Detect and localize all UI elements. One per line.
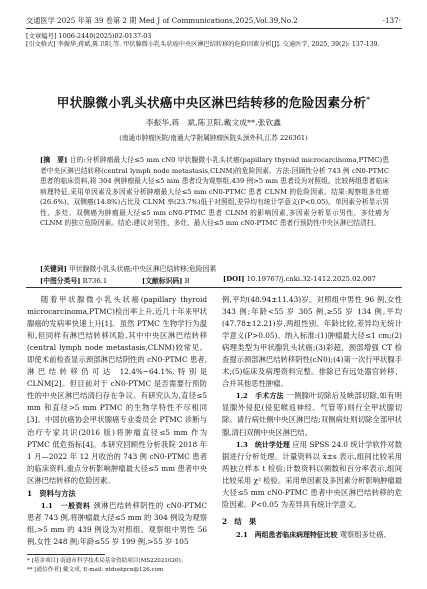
header-rule	[26, 28, 402, 29]
section-clinicopathologic-comparison	[222, 529, 402, 541]
keywords-label: [关键词]	[40, 265, 67, 273]
general-data-continued: 例,平均(48.94±11.43)岁。对照组中男性 96 例,女性 343 例;年龄<55 岁 305 例,≥55 岁 134 例,平均(47.78±12.21)岁,两组性别、年龄比较,差异均无统计学意义(P>0.05)。纳入标准:(1)肿瘤最大径≤1 cm;(2)病理类型为甲状腺乳头状癌;(3)彩超、颈部增强 CT 检查提示颈部淋巴结转移阴性(cN0);(4)第一次行甲状腺手术;(5)临床及病理资料完整。排除已有远处器官转移、合并其他恶性肿瘤。	[222, 295, 402, 389]
clc-number	[40, 275, 107, 285]
section-heading-results: 2 结 果	[222, 516, 257, 526]
section-surgical-method-text: 一侧腺叶切除后及峡部切除,如有明显腺外侵犯(侵犯喉返神经、气管等)则行全甲状腺切除。请行病灶侧中央区淋巴结;双侧病灶则切除全部甲状腺,清扫双侧中央区淋巴结。	[222, 391, 402, 437]
section-comparison-title: 2.1 两组患者临床病理特征比较	[235, 530, 338, 539]
citation-format: [引文格式] 李振华,蒋斌,陈卫阳,等. 甲状腺微小乳头状癌中央区淋巴结转移的危险因素分析[J]. 交通医学, 2025, 39(2): 137-139.	[26, 41, 380, 48]
clc-label: [中图分类号]	[40, 277, 81, 285]
article-number: [文章编号] 1006-2440(2025)02-0137-03	[26, 32, 152, 40]
section-surgical-method	[222, 390, 402, 438]
section-statistics	[222, 439, 402, 511]
doi-label: [DOI]	[223, 275, 245, 283]
title-footnote-mark: *	[366, 94, 371, 104]
section-statistics-text: 应用 SPSS 24.0 统计学软件对数据进行分析处理。计量资料以 x̄±s 表示,组间比较采用两独立样本 t 检验;计数资料以频数和百分率表示,组间比较采用 χ² 检验。采用单因素及多因素分析影响肿瘤最大径≤5 mm cN0-PTMC 患者中央区淋巴结转移的危险因素。P<0.05 为差异具有统计学意义。	[222, 439, 402, 509]
page-number: ·137·	[382, 16, 401, 25]
doi-value: 10.19767/j.cnki.32-1412.2025.02.007	[246, 275, 376, 283]
author-list: 李振华,蒋 斌,陈卫阳,戴文成**,张钦鑫	[145, 118, 282, 127]
left-column	[27, 294, 207, 548]
section-general-data-title: 1.1 一般资料	[40, 501, 91, 510]
footnote-contact: ** [通信作者] 戴文成, E-mail: ntdostpcn@126.com	[27, 567, 164, 573]
footnote-funding: * [基金项目] 南通市科学技术局基金资助项目(MS22021020)。	[27, 558, 187, 564]
abstract-text: 目的:分析肿瘤最大径≤5 mm cN0 甲状腺微小乳头状癌(papillary thyroid microcarcinoma,PTMC)患者中央区淋巴结转移(central lymph node metastasis,CLNM)的危险因素。方法:回顾性分析 743 例 cN0-PTMC 患者的临床资料,将 304 例肿瘤最大径≤5 mm 患者设为观察组,439 例>5 mm 患者设为对照组。比较两组患者临床病理特征,采用单因素及多因素分析肿瘤最大径≤5 mm cN0-PTMC 患者 CLNM 的危险因素。结果:观察组多灶癌(26.6%)、双侧癌(14.8%)占比及 CLNM 率(23.7%)低于对照组,差异均有统计学意义(P<0.05)。单因素分析显示男性、多灶、双侧癌为肿瘤最大径≤5 mm cN0-PTMC 患者 CLNM 的影响因素,多因素分析显示男性、多灶癌为 CLNM 的独立危险因素。结论:建议对男性、多灶、最大径≤5 mm cN0-PTMC 患者行预防性中央区淋巴结清扫。	[40, 156, 390, 228]
article-title	[0, 92, 427, 111]
document-code-value: B	[184, 277, 190, 285]
document-code	[142, 275, 190, 285]
journal-header: 交通医学 2025 年第 39 卷第 2 期 Med J of Communications,2025,Vol.39,No.2	[26, 16, 298, 25]
section-heading-methods: 1 资料与方法	[27, 488, 76, 498]
introduction-paragraph: 随着甲状腺微小乳头状癌(papillary thyroid microcarcinoma,PTMC)检出率上升,近几十年来甲状腺癌的发病率快速上升[1]。虽然 PTMC 生物学行为温和,但同样有淋巴结转移风险,其中中央区淋巴结转移(central lymph node metastasis,CLNM)较常见。即使术前检查显示颈部淋巴结阴性的 cN0-PTMC 患者,淋巴结转移仍可达 12.4%~64.1%,特别是 CLNM[2]。但目前对于 cN0-PTMC 是否需要行预防性的中央区淋巴结清扫存在争议。有研究认为,直径≤5 mm 和直径>5 mm PTMC 的生物学特性不尽相同[3]。中国抗癌协会甲状腺癌专业委员会 PTMC 诊断与治疗专家共识(2016 版)将肿瘤直径≤5 mm 作为 PTMC 低危指标[4]。本研究回顾性分析我院 2018 年 1 月—2022 年 12 月收治的 743 例 cN0-PTMC 患者的临床资料,重点分析影响肿瘤最大径≤5 mm 患者中央区淋巴结转移的危险因素。	[27, 295, 207, 485]
title-text: 甲状腺微小乳头状癌中央区淋巴结转移的危险因素分析	[56, 95, 367, 110]
document-code-label: [文献标识码]	[142, 277, 183, 285]
doi	[223, 275, 376, 283]
affiliation: (南通市肿瘤医院/南通大学附属肿瘤医院头颈外科,江苏 226361)	[119, 134, 308, 142]
right-column	[222, 294, 402, 541]
section-general-data-text: 颈淋巴结转移阴性的 cN0-PTMC 患者 743 例,将肿瘤最大径≤5 mm 的 304 例设为观察组,>5 mm 的 439 例设为对照组。观察组中男性 56 例,女性 248 例;年龄≤55 岁 199 例,>55 岁 105	[27, 500, 207, 546]
clc-value: R736.1	[82, 277, 108, 285]
abstract	[40, 155, 389, 229]
abstract-rule	[26, 287, 402, 288]
keywords-text: 甲状腺微小乳头状癌;中央区淋巴结转移;危险因素	[69, 265, 217, 273]
section-surgical-method-title: 1.2 手术方法	[235, 392, 284, 401]
keywords	[40, 263, 216, 273]
footnote-rule	[27, 554, 105, 555]
abstract-label: [摘 要]	[40, 156, 68, 164]
section-general-data	[27, 500, 207, 548]
section-statistics-title: 1.3 统计学处理	[235, 440, 290, 449]
section-comparison-text: 观察组多灶癌、	[339, 529, 391, 539]
